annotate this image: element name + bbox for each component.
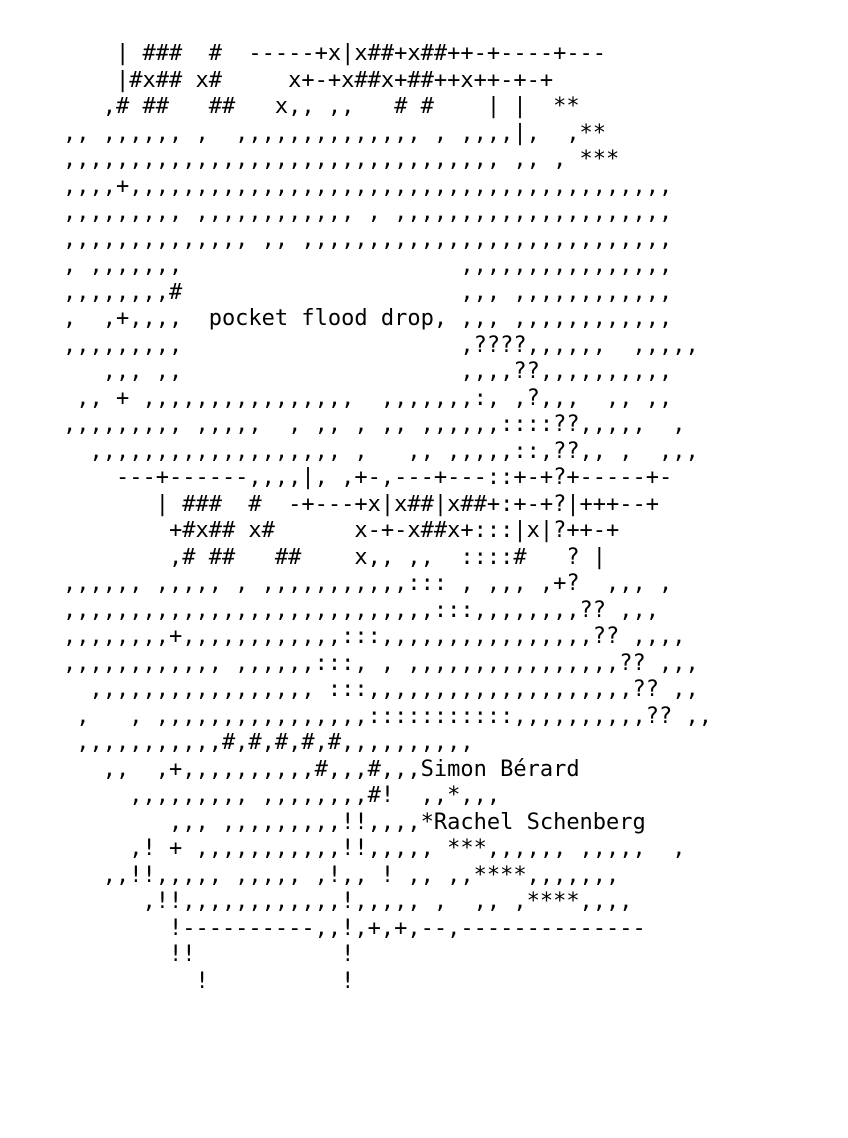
ascii-art-line: ! ! xyxy=(63,968,355,994)
ascii-art-line-credit-rachel: ,,, ,,,,,,,,,!!,,,,*Rachel Schenberg xyxy=(63,809,646,835)
ascii-art-line: ,,,,,,,,,,,,,,,,,,, , ,, ,,,,,::,??,, , ,,, xyxy=(63,438,699,464)
ascii-art-line: , , ,,,,,,,,,,,,,,,,:::::::::::,,,,,,,,,,?? ,, xyxy=(63,703,713,729)
ascii-art-line: ,# ## ## x,, ,, # # | | ** xyxy=(63,94,580,119)
ascii-art-line: |#x## x# x+-+x##x+##++x++-+-+ xyxy=(63,67,554,93)
ascii-art-line: ,,,,,,,,, ,,,,, , ,, , ,, ,,,,,,::::??,,,,, , xyxy=(63,412,686,437)
ascii-art-line: ,,!!,,,,, ,,,,, ,!,, ! ,, ,,****,,,,,,, xyxy=(63,862,620,888)
ascii-art-line: ,, + ,,,,,,,,,,,,,,,, ,,,,,,,:, ,?,,, ,, ,, xyxy=(63,385,673,411)
ascii-art-line: +#x## x# x-+-x##x+:::|x|?++-+ xyxy=(63,518,620,543)
ascii-art-line: !----------,,!,+,+,--,-------------- xyxy=(63,915,646,941)
ascii-art-line: ,,,,,,,,,,,,,,,,, :::,,,,,,,,,,,,,,,,,,,,?? ,, xyxy=(63,677,699,702)
ascii-art-line: ---+------,,,,|, ,+-,---+---::+-+?+-----+- xyxy=(63,465,673,490)
ascii-art-line: ,,,,,,,,,,,,,,,,,,,,,,,,,,,,:::,,,,,,,,?? ,,, xyxy=(63,597,660,623)
ascii-art-line: ,,,,,, ,,,,, , ,,,,,,,,,,,::: , ,,, ,+? ,,, , xyxy=(63,571,673,596)
ascii-art-line-credit-simon: ,, ,+,,,,,,,,,,#,,,#,,,Simon Bérard xyxy=(63,756,580,782)
ascii-art-line: ,! + ,,,,,,,,,,,!!,,,,, ***,,,,,, ,,,,, , xyxy=(63,836,686,861)
ascii-art-line-caption: , ,+,,,, pocket flood drop, ,,, ,,,,,,,,,,,, xyxy=(63,306,673,331)
ascii-art-line: !! ! xyxy=(63,942,355,967)
ascii-art-line: ,,,,,,,,+,,,,,,,,,,,,:::,,,,,,,,,,,,,,,,?? ,,,, xyxy=(63,624,686,649)
ascii-art-line: ,,,,,,,,,,,,,, ,, ,,,,,,,,,,,,,,,,,,,,,,,,,,,, xyxy=(63,226,673,252)
ascii-art-line: ,,,,,,,,, ,,,,,,,,,,,, , ,,,,,,,,,,,,,,,,,,,,, xyxy=(63,200,673,225)
ascii-art-line: ,,,,,,,,, ,????,,,,,, ,,,,, xyxy=(63,332,699,358)
ascii-art-line: ,,,,+,,,,,,,,,,,,,,,,,,,,,,,,,,,,,,,,,,,,,,,,, xyxy=(63,173,673,199)
ascii-art-line: ,!!,,,,,,,,,,,,!,,,,, , ,, ,****,,,, xyxy=(63,889,633,914)
ascii-art-line: ,,,,,,,,,,,, ,,,,,,:::, , ,,,,,,,,,,,,,,,,?? ,,, xyxy=(63,650,699,676)
ascii-art-line: ,,,,,,,,,,,#,#,#,#,#,,,,,,,,,, xyxy=(63,730,474,755)
ascii-art-line: | ### # -+---+x|x##|x##+:+-+?|+++--+ xyxy=(63,491,660,517)
ascii-art-line: ,,, ,, ,,,,??,,,,,,,,,, xyxy=(63,359,673,384)
ascii-art-line: | ### # -----+x|x##+x##++-+----+--- xyxy=(63,41,607,66)
ascii-art-line: ,# ## ## x,, ,, ::::# ? | xyxy=(63,544,607,570)
ascii-art-line: ,,,,,,,,# ,,, ,,,,,,,,,,,, xyxy=(63,279,673,305)
ascii-art-line: , ,,,,,,, ,,,,,,,,,,,,,,,, xyxy=(63,253,673,278)
ascii-art-line: ,,,,,,,,,,,,,,,,,,,,,,,,,,,,,,,,, ,, , *** xyxy=(63,147,620,172)
ascii-art-line: ,, ,,,,,, , ,,,,,,,,,,,,,, , ,,,,|, ,** xyxy=(63,120,607,146)
ascii-art-line: ,,,,,,,,, ,,,,,,,,#! ,,*,,, xyxy=(63,783,501,808)
